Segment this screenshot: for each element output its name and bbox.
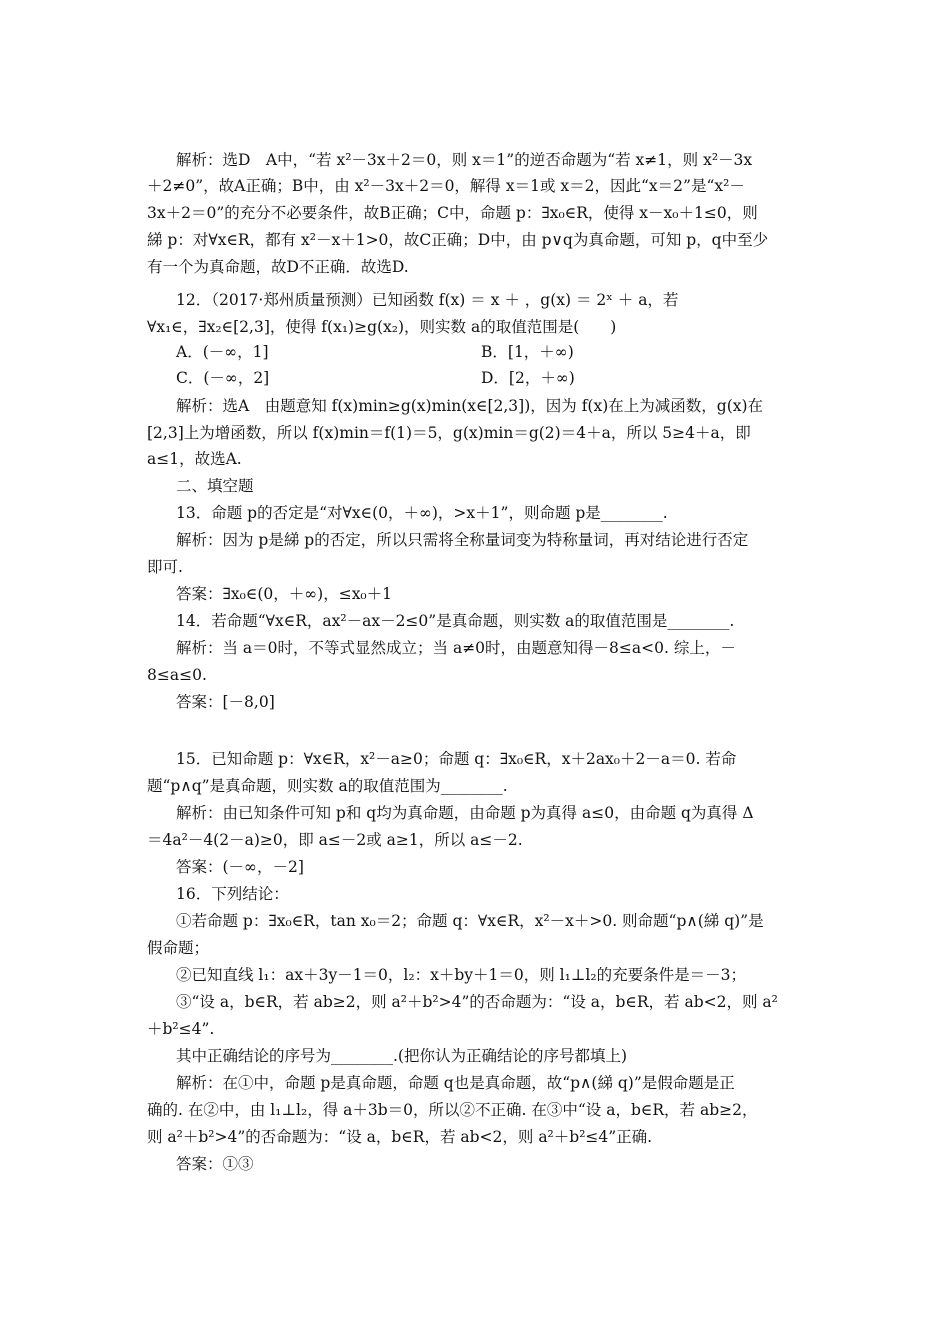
text-line: 解析：选A 由题意知 f(x)min≥g(x)min(x∈[2,3])，因为 f(x)在上为减函数，g(x)在: [176, 397, 764, 415]
text-line: 解析：当 a＝0时，不等式显然成立；当 a≠0时，由题意知得－8≤a<0. 综上，－: [176, 639, 736, 657]
text-line: 16．下列结论：: [176, 885, 289, 903]
option-a: A．(－∞，1]: [176, 343, 269, 361]
text-line: [2,3]上为增函数，所以 f(x)min＝f(1)＝5，g(x)min＝g(2)＝4＋a，所以 5≥4＋a，即: [147, 424, 751, 442]
answer-line: 答案：[－8,0]: [176, 693, 275, 711]
text-line: 12．（2017·郑州质量预测）已知函数 f(x) ＝ x ＋ ，g(x) ＝ 2ˣ ＋ a，若: [176, 291, 679, 309]
text-line: a≤1，故选A.: [147, 450, 242, 468]
answer-line: 答案：∃x₀∈(0，＋∞)，≤x₀＋1: [176, 585, 393, 603]
text-line: ＝4a²－4(2－a)≥0，即 a≤－2或 a≥1，所以 a≤－2.: [147, 831, 523, 849]
text-line: 确的. 在②中，由 l₁⊥l₂，得 a＋3b＝0，所以②不正确. 在③中“设 a，b∈R，若 ab≥2，: [147, 1101, 758, 1119]
text-line: ＋2≠0”，故A正确；B中，由 x²－3x＋2＝0，解得 x＝1或 x＝2，因此“x＝2”是“x²－: [147, 177, 745, 195]
text-line: 8≤a≤0.: [147, 666, 207, 684]
text-line: 解析：因为 p是綈 p的否定，所以只需将全称量词变为特称量词，再对结论进行否定: [176, 531, 749, 549]
option-d: D．[2，＋∞): [481, 369, 575, 387]
text-line: 3x＋2＝0”的充分不必要条件，故B正确；C中，命题 p：∃x₀∈R，使得 x－x₀＋1≤0，则: [147, 204, 758, 222]
text-line: 15．已知命题 p：∀x∈R，x²－a≥0；命题 q：∃x₀∈R，x＋2ax₀＋2－a＝0. 若命: [176, 750, 737, 768]
text-line: 假命题；: [147, 939, 210, 957]
text-line: 13．命题 p的否定是“对∀x∈(0，＋∞)，>x＋1”，则命题 p是________.: [176, 504, 668, 522]
answer-line: 答案：(－∞，－2]: [176, 858, 304, 876]
option-b: B．[1，＋∞): [481, 343, 574, 361]
text-line: ①若命题 p：∃x₀∈R，tan x₀＝2；命题 q：∀x∈R，x²－x＋>0. 则命题“p∧(綈 q)”是: [176, 912, 764, 930]
text-line: 14．若命题“∀x∈R，ax²－ax－2≤0”是真命题，则实数 a的取值范围是________.: [176, 612, 735, 630]
section-heading: 二、填空题: [176, 477, 254, 495]
text-line: ②已知直线 l₁：ax＋3y－1＝0，l₂：x＋by＋1＝0，则 l₁⊥l₂的充要条件是＝－3；: [176, 966, 746, 984]
text-line: ∀x₁∈，∃x₂∈[2,3]，使得 f(x₁)≥g(x₂)，则实数 a的取值范围是( ): [147, 318, 617, 336]
text-line: 其中正确结论的序号为________.(把你认为正确结论的序号都填上): [176, 1047, 628, 1065]
text-line: 题“p∧q”是真命题，则实数 a的取值范围为________.: [147, 777, 508, 795]
text-line: ③“设 a，b∈R，若 ab≥2，则 a²＋b²>4”的否命题为：“设 a，b∈R，若 ab<2，则 a²: [176, 993, 778, 1011]
text-line: ＋b²≤4”.: [147, 1020, 215, 1038]
text-line: 解析：由已知条件可知 p和 q均为真命题，由命题 p为真得 a≤0，由命题 q为真得 Δ: [176, 804, 754, 822]
text-line: 则 a²＋b²>4”的否命题为：“设 a，b∈R，若 ab<2，则 a²＋b²≤4”正确.: [147, 1128, 653, 1146]
text-line: 綈 p：对∀x∈R，都有 x²－x＋1>0，故C正确；D中，由 p∨q为真命题，可知 p，q中至少: [147, 231, 769, 249]
text-line: 即可.: [147, 558, 183, 576]
answer-line: 答案：①③: [176, 1155, 254, 1173]
text-line: 有一个为真命题，故D不正确．故选D.: [147, 258, 409, 276]
option-c: C．(－∞，2]: [176, 369, 270, 387]
text-line: 解析：在①中，命题 p是真命题，命题 q也是真命题，故“p∧(綈 q)”是假命题是正: [176, 1074, 735, 1092]
text-line: 解析：选D A中，“若 x²－3x＋2＝0，则 x＝1”的逆否命题为“若 x≠1，则 x²－3x: [176, 151, 753, 169]
